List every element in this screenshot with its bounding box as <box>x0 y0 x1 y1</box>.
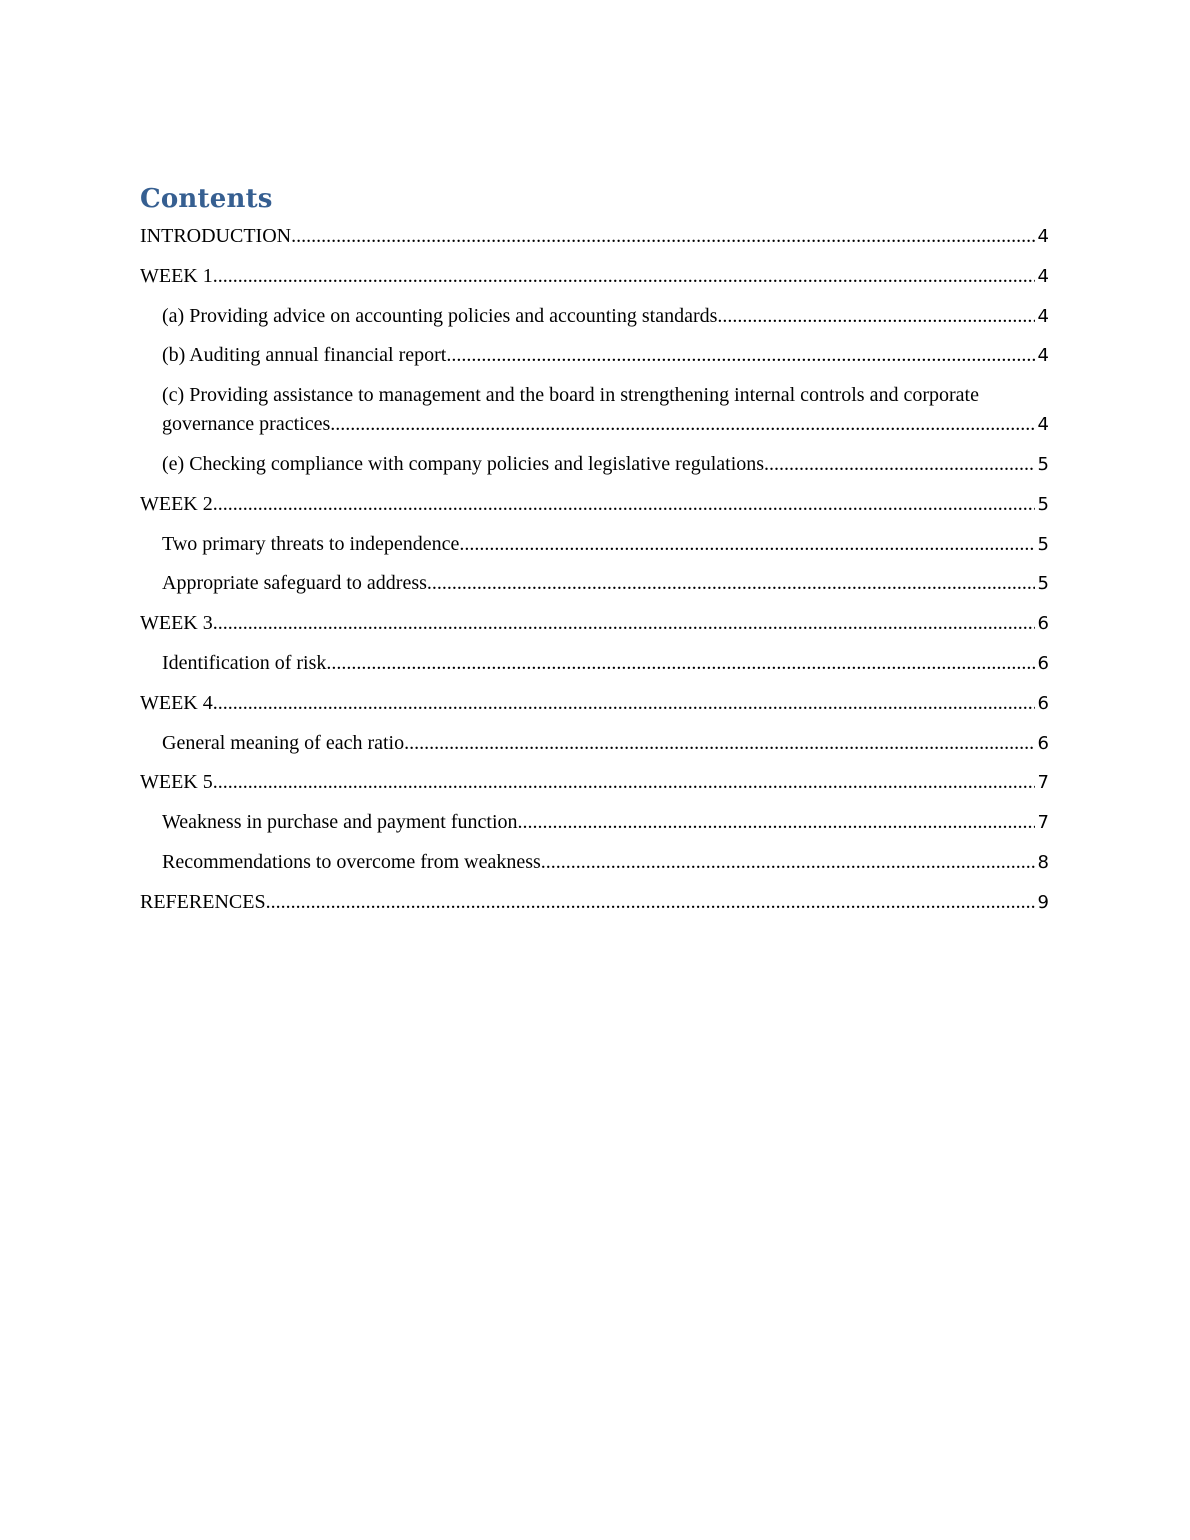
dot-leader <box>213 609 1035 638</box>
toc-entry-references[interactable] <box>140 888 1049 917</box>
toc-entry-week-1-e[interactable] <box>140 450 1049 479</box>
toc-page-number: 6 <box>1037 692 1049 714</box>
toc-page-number: 6 <box>1037 732 1049 754</box>
dot-leader <box>541 848 1035 877</box>
toc-entry-threats[interactable] <box>140 530 1049 559</box>
dot-leader <box>764 450 1035 479</box>
toc-entry-text: General meaning of each ratio <box>162 731 405 754</box>
dot-leader <box>291 222 1035 251</box>
toc-entry-text: INTRODUCTION <box>140 225 292 247</box>
toc-page-number: 4 <box>1037 305 1049 327</box>
toc-page-number: 4 <box>1037 226 1049 247</box>
toc-entry-risk[interactable] <box>140 649 1049 678</box>
toc-entry-text: (a) Providing advice on accounting policies and accounting standards <box>162 304 718 327</box>
toc-entry-text: WEEK 2 <box>140 492 213 515</box>
toc-page-number: 6 <box>1037 652 1049 674</box>
toc-entry-text: WEEK 5 <box>140 771 213 794</box>
toc-page-number: 4 <box>1037 345 1049 367</box>
toc-entry-week-1-c[interactable] <box>140 381 1049 439</box>
dot-leader <box>213 262 1035 291</box>
toc-entry-text-line-2: governance practices <box>162 413 331 436</box>
toc-entry-week-1-b[interactable] <box>140 341 1049 370</box>
toc-page-number: 5 <box>1037 453 1049 475</box>
dot-leader <box>213 689 1035 718</box>
toc-entry-text: WEEK 4 <box>140 691 213 714</box>
toc-entry-text: Weakness in purchase and payment function <box>162 811 518 834</box>
toc-page-number: 6 <box>1037 613 1049 635</box>
dot-leader <box>330 410 1035 439</box>
table-of-contents <box>140 222 1049 928</box>
toc-entry-text: Identification of risk <box>162 651 327 674</box>
dot-leader <box>326 649 1035 678</box>
dot-leader <box>459 530 1035 559</box>
dot-leader <box>213 768 1035 797</box>
toc-page-number: 9 <box>1037 891 1049 913</box>
toc-entry-text: (e) Checking compliance with company policies and legislative regulations <box>162 452 765 475</box>
dot-leader <box>717 302 1035 331</box>
toc-entry-ratio[interactable] <box>140 729 1049 758</box>
toc-page-number: 5 <box>1037 533 1049 555</box>
dot-leader <box>518 808 1036 837</box>
toc-page-number: 7 <box>1037 772 1049 794</box>
toc-page-number: 8 <box>1037 851 1049 873</box>
toc-entry-weakness[interactable] <box>140 808 1049 837</box>
dot-leader <box>427 569 1035 598</box>
toc-entry-text: (b) Auditing annual financial report <box>162 344 447 367</box>
toc-entry-text: Recommendations to overcome from weakness <box>162 850 541 873</box>
toc-page-number: 4 <box>1037 265 1049 287</box>
toc-entry-safeguard[interactable] <box>140 569 1049 598</box>
toc-entry-text: WEEK 1 <box>140 264 213 287</box>
toc-page-number: 7 <box>1037 812 1049 834</box>
dot-leader <box>266 888 1035 917</box>
toc-page-number: 5 <box>1037 573 1049 595</box>
toc-page-number: 4 <box>1037 414 1049 436</box>
toc-page-number: 5 <box>1037 493 1049 515</box>
toc-title: Contents <box>140 184 273 214</box>
toc-entry-week-1-a[interactable] <box>140 302 1049 331</box>
toc-entry-text-line-1: (c) Providing assistance to management and the board in strengthening internal controls and corporate <box>162 384 979 407</box>
toc-entry-text: WEEK 3 <box>140 612 213 635</box>
toc-entry-text: Two primary threats to independence <box>162 532 460 555</box>
dot-leader <box>446 341 1035 370</box>
toc-entry-week-2[interactable] <box>140 490 1049 519</box>
toc-entry-introduction[interactable] <box>140 222 1049 251</box>
toc-entry-week-4[interactable] <box>140 689 1049 718</box>
toc-entry-week-5[interactable] <box>140 768 1049 797</box>
toc-entry-week-3[interactable] <box>140 609 1049 638</box>
dot-leader <box>404 729 1035 758</box>
toc-entry-recommendations[interactable] <box>140 848 1049 877</box>
toc-entry-text: Appropriate safeguard to address <box>162 572 427 595</box>
toc-entry-text: REFERENCES <box>140 890 266 913</box>
toc-entry-week-1[interactable] <box>140 262 1049 291</box>
dot-leader <box>213 490 1035 519</box>
